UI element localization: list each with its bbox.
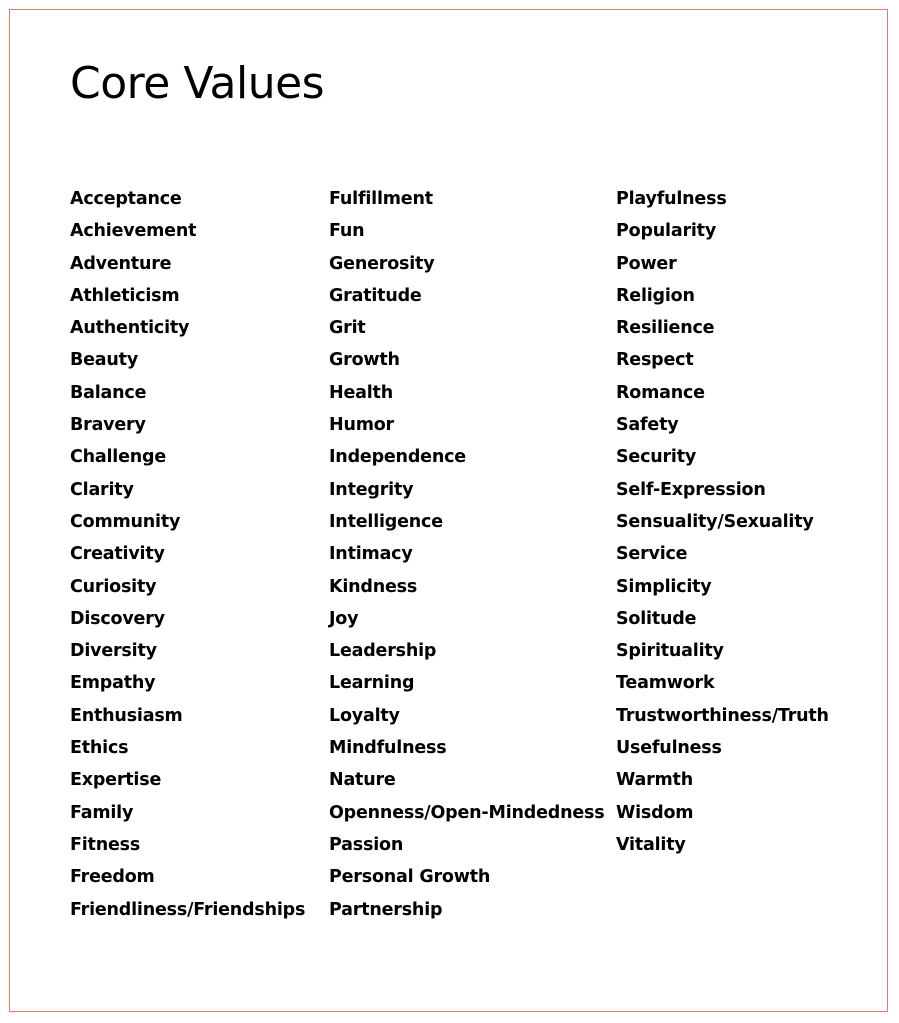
value-item: Vitality bbox=[616, 834, 686, 855]
value-item: Integrity bbox=[329, 479, 414, 500]
value-item: Family bbox=[70, 802, 134, 823]
value-item: Discovery bbox=[70, 608, 165, 629]
value-item: Usefulness bbox=[616, 738, 722, 759]
value-item: Bravery bbox=[70, 415, 146, 436]
value-item: Nature bbox=[329, 770, 396, 791]
value-item: Spirituality bbox=[616, 641, 724, 662]
value-item: Warmth bbox=[616, 770, 693, 791]
value-item: Independence bbox=[329, 447, 466, 468]
value-item: Simplicity bbox=[616, 576, 712, 597]
value-item: Wisdom bbox=[616, 802, 694, 823]
value-item: Achievement bbox=[70, 221, 197, 242]
value-item: Challenge bbox=[70, 447, 167, 468]
value-item: Passion bbox=[329, 834, 404, 855]
value-item: Sensuality/Sexuality bbox=[616, 511, 814, 532]
value-item: Adventure bbox=[70, 253, 172, 274]
value-item: Curiosity bbox=[70, 576, 157, 597]
value-item: Service bbox=[616, 544, 688, 565]
value-item: Grit bbox=[329, 318, 366, 339]
values-column-3 bbox=[616, 185, 829, 863]
value-item: Beauty bbox=[70, 350, 139, 371]
value-item: Empathy bbox=[70, 673, 156, 694]
value-item: Openness/Open-Mindedness bbox=[329, 802, 605, 823]
value-item: Generosity bbox=[329, 253, 435, 274]
value-item: Loyalty bbox=[329, 705, 400, 726]
value-item: Fun bbox=[329, 221, 365, 242]
value-item: Kindness bbox=[329, 576, 418, 597]
value-item: Balance bbox=[70, 382, 147, 403]
value-item: Solitude bbox=[616, 608, 697, 629]
page-title: Core Values bbox=[70, 58, 325, 109]
value-item: Authenticity bbox=[70, 318, 190, 339]
value-item: Friendliness/Friendships bbox=[70, 899, 306, 920]
value-item: Joy bbox=[329, 608, 359, 629]
value-item: Humor bbox=[329, 415, 394, 436]
value-item: Teamwork bbox=[616, 673, 715, 694]
value-item: Gratitude bbox=[329, 285, 422, 306]
value-item: Learning bbox=[329, 673, 415, 694]
value-item: Safety bbox=[616, 415, 679, 436]
value-item: Athleticism bbox=[70, 285, 180, 306]
value-item: Community bbox=[70, 511, 181, 532]
value-item: Fulfillment bbox=[329, 189, 433, 209]
value-item: Acceptance bbox=[70, 189, 182, 209]
value-item: Intelligence bbox=[329, 511, 443, 532]
values-column-1 bbox=[70, 185, 305, 928]
value-item: Partnership bbox=[329, 899, 443, 920]
value-item: Self-Expression bbox=[616, 479, 766, 500]
value-item: Freedom bbox=[70, 867, 155, 888]
value-item: Enthusiasm bbox=[70, 705, 183, 726]
value-item: Resilience bbox=[616, 318, 715, 339]
value-item: Fitness bbox=[70, 834, 141, 855]
value-item: Growth bbox=[329, 350, 400, 371]
value-item: Personal Growth bbox=[329, 867, 491, 888]
value-item: Religion bbox=[616, 285, 695, 306]
value-item: Leadership bbox=[329, 641, 437, 662]
value-item: Trustworthiness/Truth bbox=[616, 705, 829, 726]
value-item: Mindfulness bbox=[329, 738, 447, 759]
value-item: Expertise bbox=[70, 770, 162, 791]
value-item: Power bbox=[616, 253, 677, 274]
value-item: Security bbox=[616, 447, 697, 468]
value-item: Intimacy bbox=[329, 544, 413, 565]
value-item: Playfulness bbox=[616, 189, 727, 209]
value-item: Diversity bbox=[70, 641, 157, 662]
value-item: Romance bbox=[616, 382, 705, 403]
values-column-2 bbox=[329, 185, 604, 928]
value-item: Health bbox=[329, 382, 393, 403]
value-item: Popularity bbox=[616, 221, 717, 242]
value-item: Creativity bbox=[70, 544, 165, 565]
value-item: Ethics bbox=[70, 738, 129, 759]
value-item: Clarity bbox=[70, 479, 134, 500]
value-item: Respect bbox=[616, 350, 694, 371]
